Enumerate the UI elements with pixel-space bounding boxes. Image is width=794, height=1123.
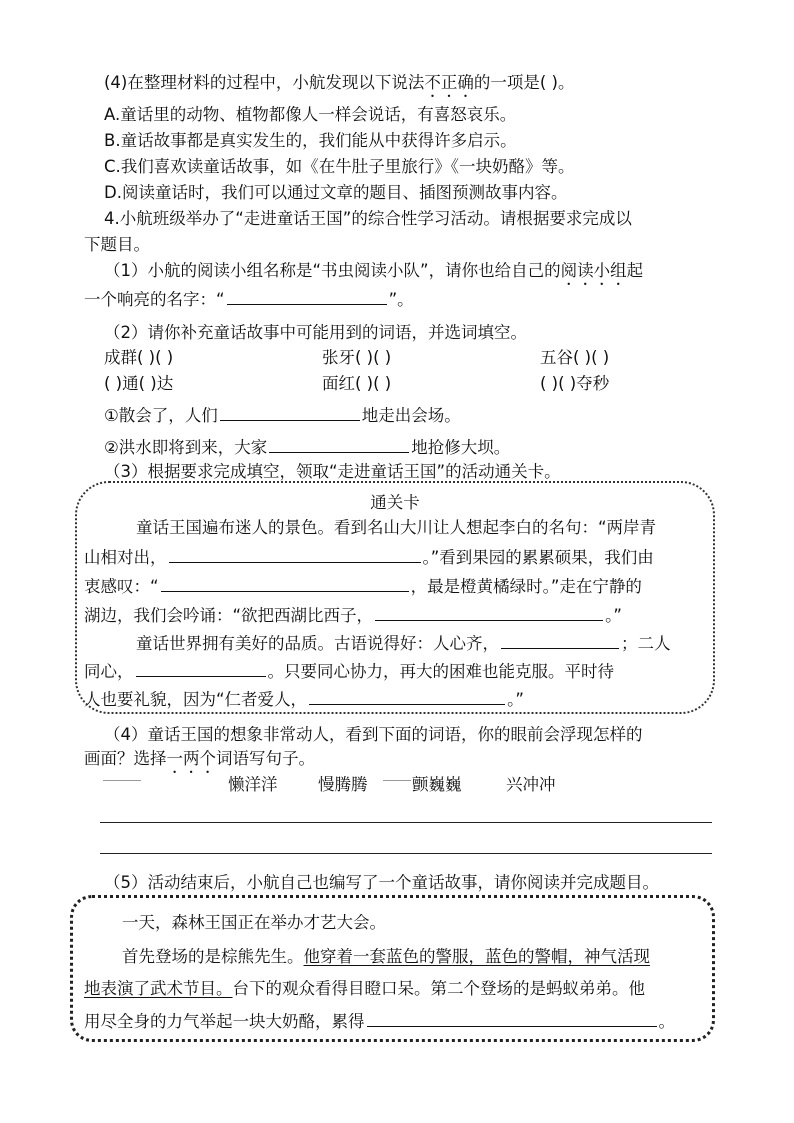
word-option-4: 兴冲冲: [506, 775, 556, 794]
word-fill-4[interactable]: ( )通( )达: [104, 374, 174, 393]
story-line3: [84, 978, 645, 1000]
card-text: 人也要礼貌，因为“仁者爱人，: [84, 690, 308, 709]
q4-4-stem-text: (4)在整理材料的过程中，小航发现以下说法: [104, 73, 425, 92]
sub3-title: （3）根据要求完成填空，领取“走进童话王国”的活动通关卡。: [104, 462, 561, 481]
sub4-emphasis: 一两个: [166, 749, 216, 768]
card-title: 通关卡: [370, 493, 420, 512]
card-text: 。”看到果园的累累硕果，我们由: [422, 548, 654, 567]
sub4-line2: [84, 748, 315, 777]
word-fill-5[interactable]: 面红( )( ): [322, 374, 392, 393]
fill1-text: ①散会了，人们: [104, 406, 218, 425]
proverb-blank-2[interactable]: [136, 660, 266, 677]
card-text: 衷感叹：“: [84, 577, 159, 596]
card-p1-line4: [84, 604, 622, 627]
card-text: ；二人: [621, 634, 671, 653]
fill-sentence-1: [104, 404, 461, 427]
card-text: 。只要同心协力，再大的困难也能克服。平时待: [267, 662, 614, 681]
fill2-text-end: 地抢修大坝。: [411, 438, 511, 457]
answer-line-2[interactable]: [100, 853, 712, 854]
sub1-emphasis: 阅读小组: [560, 261, 627, 280]
option-c[interactable]: C.我们喜欢读童话故事，如《在牛肚子里旅行》《一块奶酪》等。: [104, 157, 575, 176]
sub5-title: （5）活动结束后，小航自己也编写了一个童话故事，请你阅读并完成题目。: [104, 873, 659, 892]
story-line2: [122, 946, 650, 968]
proverb-blank-1[interactable]: [501, 632, 619, 649]
scan-mark: [383, 780, 411, 781]
proverb-blank-3[interactable]: [309, 688, 505, 705]
word-fill-2[interactable]: 张牙( )( ): [322, 348, 392, 367]
fill2-text: ②洪水即将到来，大家: [104, 438, 268, 457]
word-option-2: 慢腾腾: [318, 775, 368, 794]
story-underlined: 地表演了武术节目。: [84, 979, 233, 998]
card-text: 童话世界拥有美好的品质。古语说得好：人心齐，: [136, 634, 499, 653]
sub1-line1: [104, 260, 643, 289]
q4-4-answer-blank[interactable]: 的一项是( )。: [473, 73, 575, 92]
story-text: 首先登场的是棕熊先生。: [122, 947, 304, 966]
sub4-text-end: 词语写句子。: [216, 749, 315, 768]
fill1-blank[interactable]: [220, 404, 360, 421]
word-fill-3[interactable]: 五谷( )( ): [540, 348, 610, 367]
card-text: ，最是橙黄橘绿时。”走在宁静的: [410, 577, 642, 596]
fill1-text-end: 地走出会场。: [361, 406, 461, 425]
question-4-line1: 4.小航班级举办了“走进童话王国”的综合性学习活动。请根据要求完成以: [104, 209, 632, 228]
option-d[interactable]: D.阅读童话时，我们可以通过文章的题目、插图预测故事内容。: [104, 183, 568, 202]
sub4-text: 画面？选择: [84, 749, 167, 768]
sub1-text-end: 起: [626, 261, 644, 280]
card-p1-line2: [84, 546, 654, 569]
scan-mark: [103, 780, 141, 781]
story-line4: [84, 1010, 675, 1033]
word-fill-6[interactable]: ( )( )夺秒: [540, 374, 610, 393]
card-text: 。”: [605, 606, 622, 625]
card-text: 同心，: [84, 662, 134, 681]
card-text: 。”: [507, 690, 524, 709]
poem-blank-1[interactable]: [169, 546, 421, 563]
sub1-text: （1）小航的阅读小组名称是“书虫阅读小队”，请你也给自己的: [104, 261, 561, 280]
story-text-end: 。: [658, 1012, 675, 1031]
card-p1-line3: [84, 575, 642, 598]
word-option-1: 懒洋洋: [228, 775, 278, 794]
group-name-blank[interactable]: [227, 288, 387, 305]
story-blank[interactable]: [367, 1010, 657, 1027]
card-p2-line2: [84, 660, 614, 683]
sub4-line1: （4）童话王国的想象非常动人，看到下面的词语，你的眼前会浮现怎样的: [104, 725, 643, 744]
q4-4-stem: [104, 72, 575, 101]
card-text: 湖边，我们会吟诵：“欲把西湖比西子，: [84, 606, 374, 625]
question-4-line2: 下题目。: [84, 235, 150, 254]
fill-sentence-2: [104, 436, 510, 459]
poem-blank-3[interactable]: [375, 604, 603, 621]
option-a[interactable]: A.童话里的动物、植物都像人一样会说话，有喜怒哀乐。: [104, 105, 517, 124]
sub1-name-close: ”。: [388, 290, 414, 309]
q4-4-stem-emphasis: 不正确: [424, 73, 474, 92]
sub1-line2: [84, 288, 414, 311]
poem-blank-2[interactable]: [161, 575, 409, 592]
sub2-title: （2）请你补充童话故事中可能用到的词语，并选词填空。: [104, 323, 527, 342]
story-text: 用尽全身的力气举起一块大奶酪，累得: [84, 1012, 365, 1031]
word-fill-1[interactable]: 成群( )( ): [104, 348, 174, 367]
card-text: 山相对出，: [84, 548, 167, 567]
sub1-name-prompt: 一个响亮的名字：“: [84, 290, 225, 309]
answer-line-1[interactable]: [100, 822, 712, 823]
word-option-3: 颤巍巍: [412, 775, 462, 794]
fill2-blank[interactable]: [269, 436, 409, 453]
card-p2-line3: [84, 688, 524, 711]
card-p2-line1: [136, 632, 671, 655]
option-b[interactable]: B.童话故事都是真实发生的，我们能从中获得许多启示。: [104, 131, 517, 150]
story-text: 台下的观众看得目瞪口呆。第二个登场的是蚂蚁弟弟。他: [232, 979, 645, 998]
card-p1-line1: 童话王国遍布迷人的景色。看到名山大川让人想起李白的名句：“两岸青: [136, 518, 657, 537]
story-underlined: 他穿着一套蓝色的警服，蓝色的警帽，神气活现: [303, 947, 650, 966]
story-line1: 一天，森林王国正在举办才艺大会。: [122, 913, 386, 932]
